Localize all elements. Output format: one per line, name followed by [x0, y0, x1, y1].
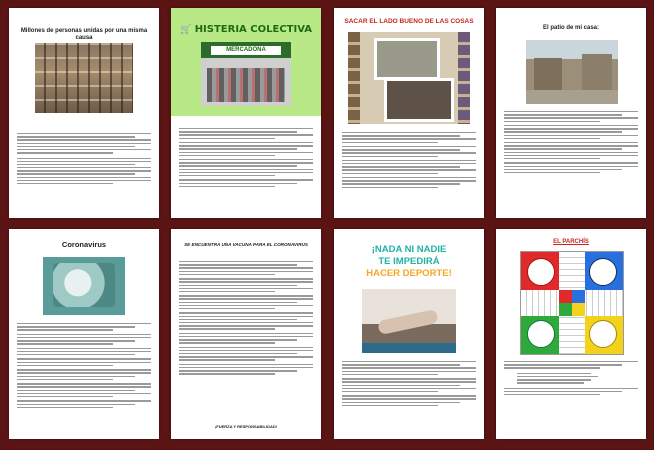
- collage-photo: [348, 32, 470, 124]
- body-text: [17, 323, 151, 410]
- page-coronavirus[interactable]: [9, 229, 159, 439]
- body-text: [179, 128, 313, 189]
- page-title: Coronavirus: [61, 240, 107, 249]
- patio-photo: [526, 40, 618, 104]
- body-text: [504, 111, 638, 175]
- body-text: [179, 261, 313, 377]
- body-text: [504, 361, 638, 397]
- page-title: Millones de personas unidas por una misma causa: [20, 28, 148, 41]
- exercise-photo: [362, 289, 456, 353]
- body-text: [17, 133, 151, 186]
- page-millones[interactable]: [9, 8, 159, 218]
- page-parchis[interactable]: [496, 229, 646, 439]
- deporte-title-3: HACER DEPORTE!: [366, 268, 452, 279]
- parchis-board: [520, 251, 624, 355]
- page-title: SACAR EL LADO BUENO DE LAS COSAS: [344, 18, 474, 25]
- balconies-photo: [35, 43, 133, 113]
- page-title: El patio de mi casa:: [542, 25, 600, 31]
- histeria-title: 🛒 HISTERIA COLECTIVA: [179, 24, 312, 35]
- page-title: SE ENCUENTRA UNA VACUNA PARA EL CORONAVIRUS: [184, 242, 308, 247]
- closing-line: ¡FUERZA Y RESPONSABILIDAD!: [214, 424, 278, 429]
- virus-photo: [43, 257, 125, 315]
- page-title: EL PARCHÍS: [553, 239, 589, 245]
- page-deporte[interactable]: [334, 229, 484, 439]
- supermarket-photo: [201, 42, 291, 106]
- shopping-cart-icon: 🛒: [179, 25, 192, 35]
- deporte-title-2: TE IMPEDIRÁ: [378, 256, 440, 267]
- page-vacuna[interactable]: [171, 229, 321, 439]
- mercadona-sign: MERCADONA: [211, 46, 281, 55]
- page-patio[interactable]: [496, 8, 646, 218]
- body-text: [342, 132, 476, 190]
- deporte-title-1: ¡NADA NI NADIE: [371, 244, 447, 255]
- page-sacar[interactable]: [334, 8, 484, 218]
- page-histeria[interactable]: [171, 8, 321, 218]
- document-gallery: [9, 8, 646, 442]
- body-text: [342, 361, 476, 408]
